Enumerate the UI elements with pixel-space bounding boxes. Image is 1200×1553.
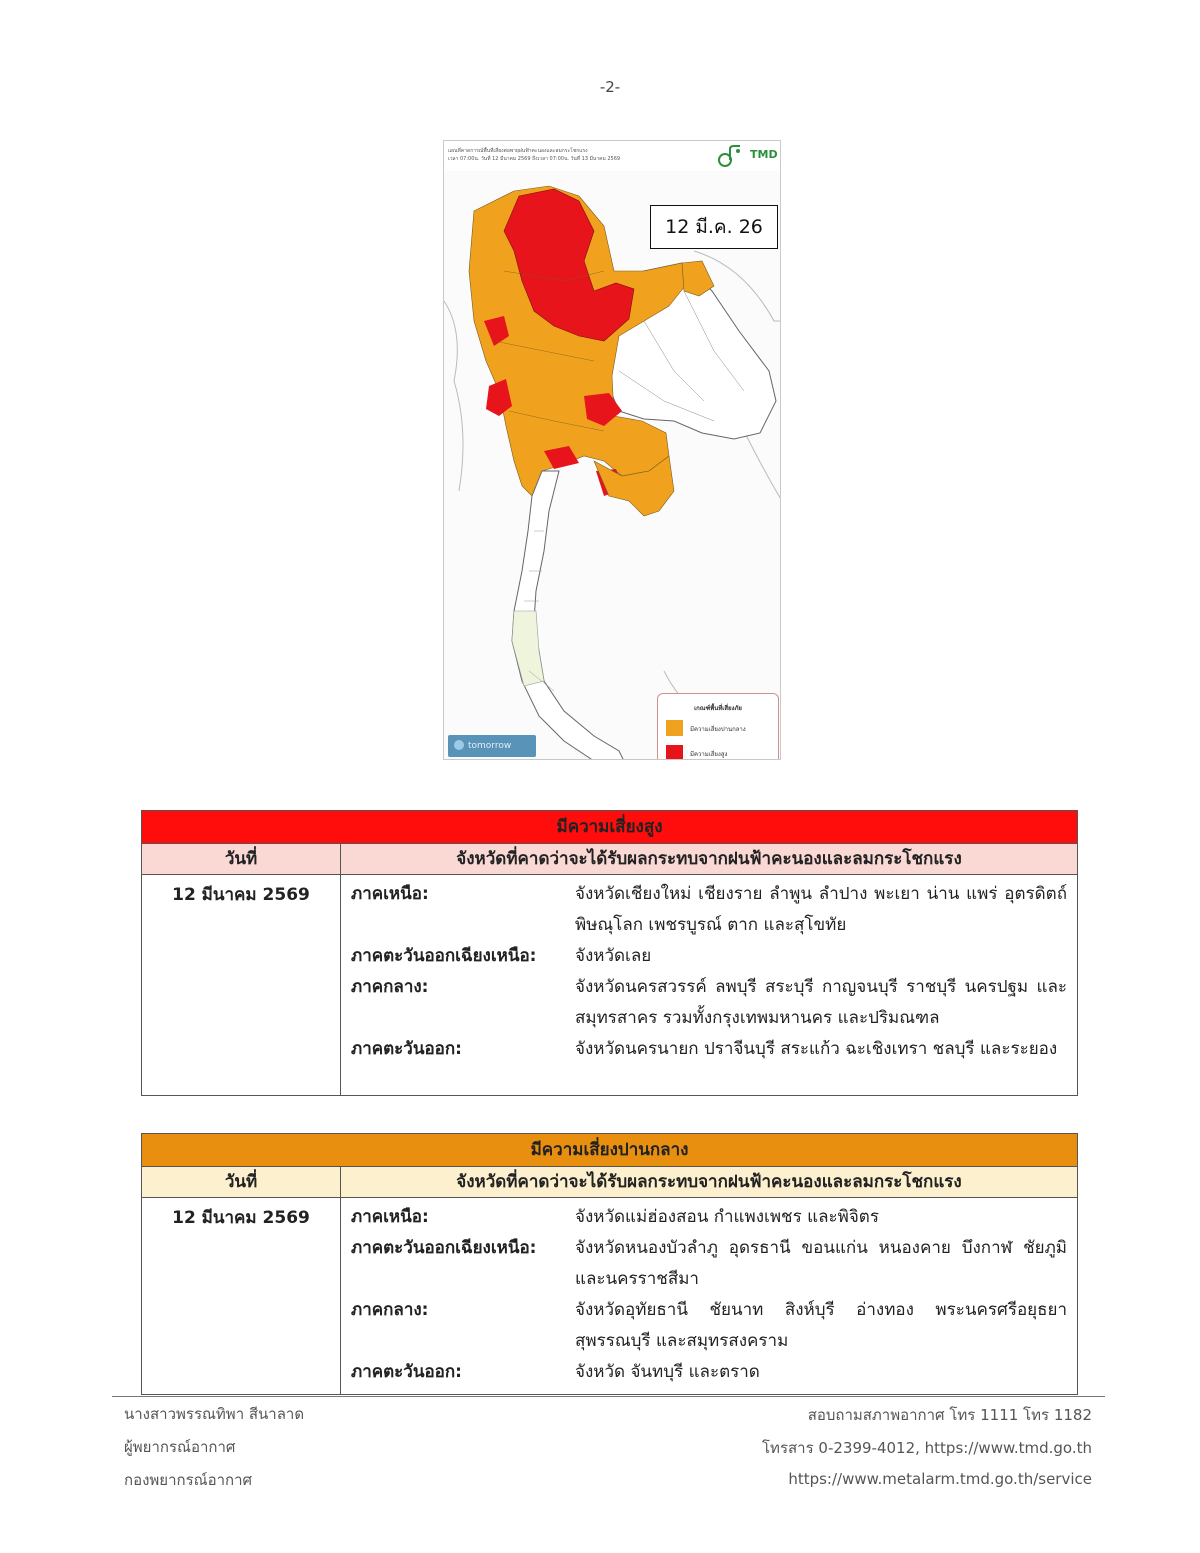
region-provinces: จังหวัดนครสวรรค์ ลพบุรี สระบุรี กาญจนบุรี ราชบุรี นครปฐม และสมุทรสาคร รวมทั้งกรุงเทพมหานคร และปริมณฑล: [575, 977, 1068, 1028]
map-header: [444, 141, 780, 171]
medium-risk-region-list: [341, 1198, 1078, 1395]
tomorrow-brand-text: tomorrow: [468, 741, 512, 751]
forecaster-name: นางสาวพรรณทิพา สีนาลาด: [124, 1405, 305, 1423]
region-provinces: จังหวัดนครนายก ปราจีนบุรี สระแก้ว ฉะเชิงเทรา ชลบุรี และระยอง: [575, 1039, 1058, 1059]
high-risk-title: มีความเสี่ยงสูง: [142, 811, 1078, 844]
region-provinces: จังหวัดแม่ฮ่องสอน กำแพงเพชร และพิจิตร: [575, 1207, 879, 1227]
medium-risk-col-date: วันที่: [142, 1167, 341, 1198]
medium-risk-date: 12 มีนาคม 2569: [142, 1198, 341, 1395]
map-subtitle: เวลา 07:00น. วันที่ 12 มีนาคม 2569 ถึงเวลา 07:00น. วันที่ 13 มีนาคม 2569: [448, 156, 621, 162]
region-provinces: จังหวัดเลย: [575, 946, 652, 966]
region-name: ภาคตะวันออก:: [351, 1039, 462, 1059]
thailand-map-graphic: [444, 171, 781, 760]
legend-swatch-high: [666, 745, 683, 760]
high-risk-data-row: [142, 875, 1078, 1096]
high-risk-header-row: [142, 844, 1078, 875]
region-name: ภาคตะวันออกเฉียงเหนือ:: [351, 946, 537, 966]
region-row: [351, 972, 1067, 1034]
thailand-map: [444, 171, 781, 760]
region-row: [351, 941, 1067, 972]
tmd-logo: TMD: [750, 148, 778, 161]
government-logo-icon: [716, 145, 742, 169]
forecaster-division: กองพยากรณ์อากาศ: [124, 1471, 253, 1489]
high-risk-title-row: [142, 811, 1078, 844]
region-row: [351, 1202, 1067, 1233]
map-date-label: 12 มี.ค. 26: [650, 205, 778, 249]
high-risk-col-provinces: จังหวัดที่คาดว่าจะได้รับผลกระทบจากฝนฟ้าคะนองและลมกระโชกแรง: [341, 844, 1078, 875]
legend-item-medium: [666, 720, 776, 736]
medium-risk-header-row: [142, 1167, 1078, 1198]
region-name: ภาคตะวันออก:: [351, 1362, 462, 1382]
page-number: -2-: [599, 78, 621, 96]
tomorrow-brand-badge: [448, 735, 536, 757]
medium-risk-title: มีความเสี่ยงปานกลาง: [142, 1134, 1078, 1167]
legend-item-high: [666, 745, 776, 760]
region-provinces: จังหวัดเชียงใหม่ เชียงราย ลำพูน ลำปาง พะเยา น่าน แพร่ อุตรดิตถ์ พิษณุโลก เพชรบูรณ์ ตาก และสุโขทัย: [575, 884, 1068, 935]
legend-label-medium: มีความเสี่ยงปานกลาง: [690, 726, 746, 733]
medium-risk-data-row: [142, 1198, 1078, 1395]
region-provinces: จังหวัดอุทัยธานี ชัยนาท สิงห์บุรี อ่างทอง พระนครศรีอยุธยา สุพรรณบุรี และสมุทรสงคราม: [575, 1300, 1067, 1351]
region-name: ภาคเหนือ:: [351, 1207, 429, 1227]
legend-title: เกณฑ์พื้นที่เสี่ยงภัย: [694, 705, 742, 712]
region-name: ภาคกลาง:: [351, 977, 429, 997]
medium-risk-col-provinces: จังหวัดที่คาดว่าจะได้รับผลกระทบจากฝนฟ้าคะนองและลมกระโชกแรง: [341, 1167, 1078, 1198]
legend-swatch-medium: [666, 720, 683, 736]
tomorrow-logo-icon: [454, 740, 464, 750]
contact-fax-website[interactable]: โทรสาร 0-2399-4012, https://www.tmd.go.th: [762, 1439, 1092, 1457]
region-row: [351, 1357, 1067, 1388]
footer-divider: [112, 1396, 1105, 1397]
legend-label-high: มีความเสี่ยงสูง: [690, 751, 728, 758]
high-risk-region-list: [341, 875, 1078, 1096]
region-name: ภาคเหนือ:: [351, 884, 429, 904]
map-title: แผนที่คาดการณ์พื้นที่เสี่ยงต่อพายุฝนฟ้าคะนองและลมกระโชกแรง: [448, 148, 588, 154]
medium-risk-table: [141, 1133, 1078, 1395]
region-provinces: จังหวัด จันทบุรี และตราด: [575, 1362, 760, 1382]
forecaster-title: ผู้พยากรณ์อากาศ: [124, 1438, 236, 1456]
high-risk-date: 12 มีนาคม 2569: [142, 875, 341, 1096]
contact-phone: สอบถามสภาพอากาศ โทร 1111 โทร 1182: [807, 1406, 1092, 1424]
high-risk-table: [141, 810, 1078, 1096]
region-name: ภาคตะวันออกเฉียงเหนือ:: [351, 1238, 537, 1258]
region-row: [351, 1295, 1067, 1357]
risk-map-figure: [443, 140, 781, 760]
high-risk-col-date: วันที่: [142, 844, 341, 875]
region-row: [351, 1034, 1067, 1065]
region-row: [351, 1233, 1067, 1295]
region-name: ภาคกลาง:: [351, 1300, 429, 1320]
region-row: [351, 879, 1067, 941]
map-legend: [657, 693, 779, 760]
metalarm-link[interactable]: https://www.metalarm.tmd.go.th/service: [788, 1470, 1092, 1488]
region-provinces: จังหวัดหนองบัวลำภู อุดรธานี ขอนแก่น หนองคาย บึงกาฬ ชัยภูมิ และนครราชสีมา: [575, 1238, 1067, 1289]
medium-risk-title-row: [142, 1134, 1078, 1167]
